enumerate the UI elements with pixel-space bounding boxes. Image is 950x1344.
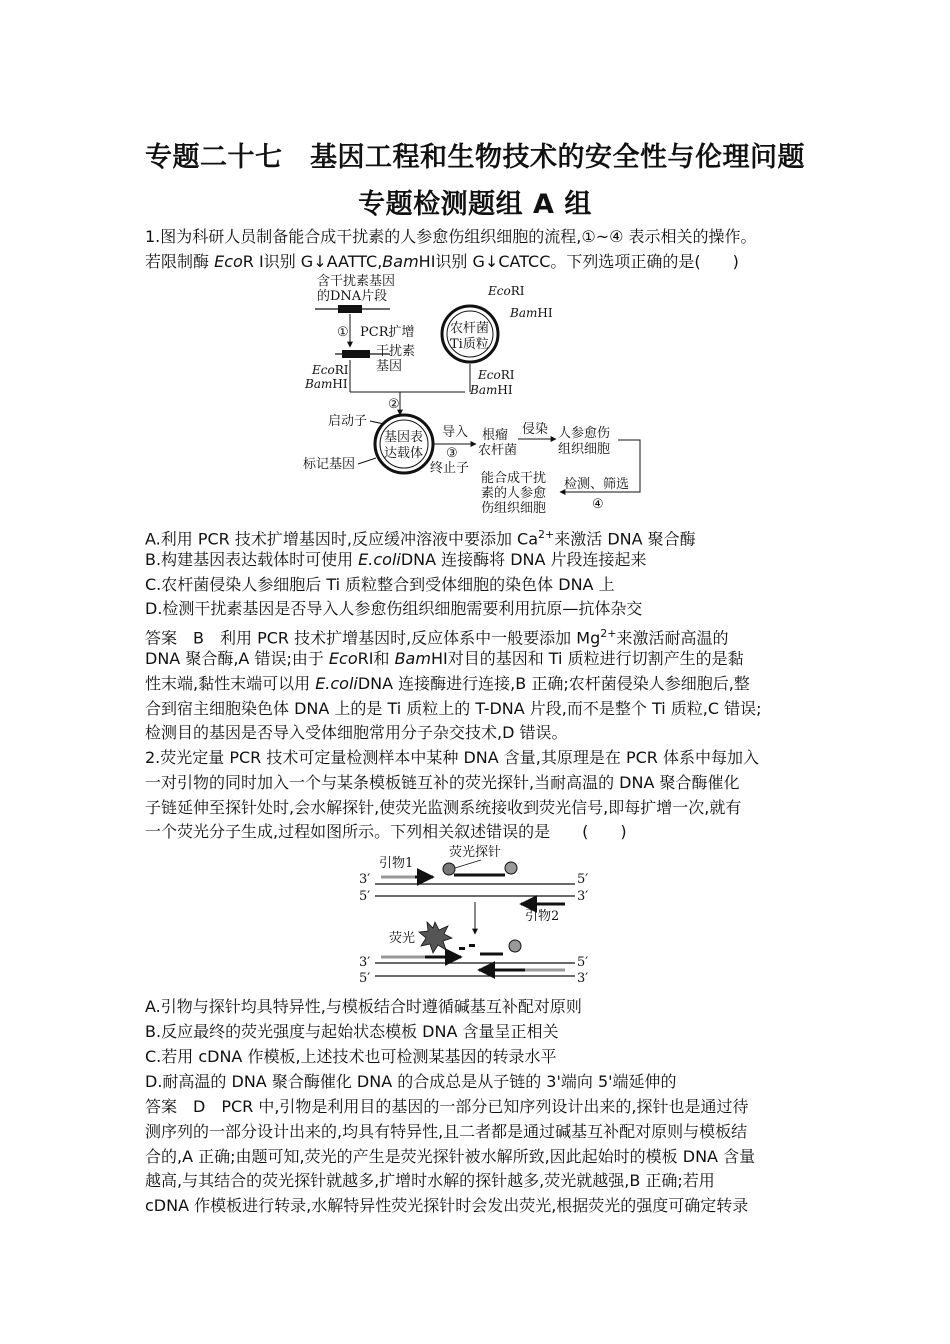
q1-answer-line (145, 647, 810, 671)
ifn-gene-label: 基因 (376, 359, 403, 374)
end-label: 3′ (359, 872, 371, 887)
callus-cell-label: 组织细胞 (558, 442, 611, 457)
callus-cell-label: 人参愈伤 (558, 426, 611, 441)
text-run: HⅠ对目的基因和 Ti 质粒进行切割产生的是黏 (430, 649, 744, 668)
expression-vector-label: 达载体 (384, 446, 424, 461)
text-run: 性末端,黏性末端可以用 (145, 674, 316, 693)
fluorescence-label: 荧光 (389, 931, 416, 946)
text-run: Bam (510, 306, 538, 320)
q1-answer-line: 检测目的基因是否导入受体细胞常用分子杂交技术,D 错误。 (145, 723, 568, 742)
pointer-line (370, 421, 384, 424)
q1-stem-line2 (145, 250, 810, 274)
final-cell-label: 能合成干扰 (481, 471, 547, 486)
text-run: 来激活耐高温的 (616, 628, 729, 648)
quencher-dot (505, 862, 517, 874)
q2-option-d: D.耐高温的 DNA 聚合酶催化 DNA 的合成总是从子链的 3'端向 5'端延伸的 (145, 1072, 677, 1091)
gene-fragment-label: 含干扰素基因 (317, 274, 396, 289)
text-run: RⅠ (510, 284, 525, 298)
end-label: 5′ (359, 889, 371, 904)
ti-plasmid-label: 农杆菌 (450, 321, 490, 336)
page-subtitle: 专题检测题组 A 组 (358, 189, 592, 220)
text-run: Bam (305, 377, 333, 391)
agrobacterium-label: 农杆菌 (478, 443, 518, 458)
step-2-label: ② (388, 397, 400, 412)
text-run: 答案 B 利用 PCR 技术扩增基因时,反应体系中一般要添加 Mg (145, 628, 601, 648)
text-run: DNA 连接酶将 DNA 片段连接起来 (400, 550, 647, 569)
ti-plasmid-label: Ti质粒 (450, 337, 489, 352)
expression-vector-label: 基因表 (384, 430, 424, 445)
page-title: 专题二十七 基因工程和生物技术的安全性与伦理问题 (145, 142, 805, 173)
pointer-line (455, 860, 481, 868)
end-label: 5′ (577, 872, 589, 887)
ifn-gene-label: 干扰素 (376, 344, 416, 359)
step-1-label: ① (337, 325, 349, 340)
promoter-label: 启动子 (328, 414, 368, 429)
q1-answer-line (145, 672, 810, 696)
terminator-label: 终止子 (430, 461, 470, 476)
q2-answer-line: cDNA 作模板进行转录,水解特异性荧光探针时会发出荧光,根据荧光的强度可确定转录 (145, 1196, 749, 1215)
amplified-gene-segment (342, 350, 370, 358)
q2-answer-line: 答案 D PCR 中,引物是利用目的基因的一部分已知序列设计出来的,探针也是通过待 (145, 1097, 749, 1116)
q2-answer-line: 合的,A 正确;由题可知,荧光的产生是荧光探针被水解所致,因此起始时的模板 DNA 含量 (145, 1147, 756, 1166)
fluorophore-dot (443, 863, 455, 875)
probe-label: 荧光探针 (449, 845, 502, 860)
q2-option-c: C.若用 cDNA 作模板,上述技术也可检测某基因的转录水平 (145, 1047, 557, 1066)
text-run: Bam (382, 252, 419, 271)
end-label: 3′ (359, 955, 371, 970)
q2-option-b: B.反应最终的荧光强度与起始状态模板 DNA 含量呈正相关 (145, 1022, 559, 1041)
final-cell-label: 素的人参愈 (481, 486, 547, 501)
text-run: 2+ (538, 528, 555, 541)
text-run: HⅠ识别 G↓CATCC。下列选项正确的是( ) (418, 252, 739, 271)
ecori-label-right (477, 368, 515, 382)
q2-stem-line: 一个荧光分子生成,过程如图所示。下列相关叙述错误的是 ( ) (145, 822, 627, 841)
primer1-label: 引物1 (379, 856, 414, 871)
text-run: R Ⅰ识别 G↓AATTC, (242, 252, 383, 271)
q2-pcr-diagram (355, 842, 595, 992)
import-label: 导入 (442, 425, 469, 440)
text-run: A.利用 PCR 技术扩增基因时,反应缓冲溶液中要添加 Ca (145, 529, 539, 549)
ecori-label-left (311, 363, 349, 377)
probe-fragment (459, 947, 465, 950)
text-run: E.coli (315, 674, 358, 693)
text-run: DNA 连接酶进行连接,B 正确;农杆菌侵染人参细胞后,整 (357, 674, 750, 693)
text-run: 若限制酶 (145, 252, 215, 271)
text-run: HⅠ (537, 306, 553, 320)
primer2-label: 引物2 (525, 909, 560, 924)
text-run: DNA 聚合酶,A 错误;由于 (145, 649, 329, 668)
text-run: HⅠ (497, 383, 513, 397)
infect-label: 侵染 (522, 422, 549, 437)
fluorescence-burst-icon (419, 922, 452, 953)
ecori-label-top (487, 284, 525, 298)
pointer-line (358, 458, 376, 464)
bamhi-label-left (304, 377, 348, 391)
text-run: Eco (328, 649, 358, 668)
final-cell-label: 伤组织细胞 (481, 501, 547, 516)
text-run: B.构建基因表达载体时可使用 (145, 550, 359, 569)
end-label: 5′ (577, 955, 589, 970)
marker-gene-label: 标记基因 (303, 457, 356, 472)
text-run: RⅠ (334, 363, 349, 377)
q1-answer-line: 合到宿主细胞染色体 DNA 上的是 Ti 质粒上的 T-DNA 片段,而不是整个 Ti 质粒,C 错误; (145, 699, 762, 718)
text-run: Eco (478, 368, 501, 382)
text-run: 2+ (600, 627, 617, 640)
q2-answer-line: 测序列的一部分设计出来的,均具有特异性,且二者都是通过碱基互补配对原则与模板结 (145, 1122, 748, 1141)
text-run: Bam (470, 383, 498, 397)
q2-stem-line: 2.荧光定量 PCR 技术可定量检测样本中某种 DNA 含量,其原理是在 PCR 体系中每加入 (145, 748, 759, 767)
q2-answer-line: 越高,与其结合的荧光探针就越多,扩增时水解的探针越多,荧光就越强,B 正确;若用 (145, 1171, 715, 1190)
end-label: 3′ (577, 971, 589, 986)
q1-stem-line1: 1.图为科研人员制备能合成干扰素的人参愈伤组织细胞的流程,①~④ 表示相关的操作。 (145, 227, 757, 246)
quencher-dot (509, 940, 521, 952)
bamhi-label-right (469, 383, 513, 397)
text-run: Eco (488, 284, 511, 298)
q1-option-d: D.检测干扰素基因是否导入人参愈伤组织细胞需要利用抗原—抗体杂交 (145, 599, 643, 618)
probe-fragment (469, 944, 475, 947)
step-3-label: ③ (446, 446, 458, 461)
text-run: RⅠ (500, 368, 515, 382)
text-run: 来激活 DNA 聚合酶 (554, 529, 696, 549)
text-run: Eco (214, 252, 243, 271)
q1-option-c: C.农杆菌侵染人参细胞后 Ti 质粒整合到受体细胞的染色体 DNA 上 (145, 575, 615, 594)
pcr-label: PCR扩增 (360, 325, 415, 340)
text-run: E.coli (358, 550, 401, 569)
gene-fragment-label: 的DNA片段 (317, 289, 388, 304)
end-label: 3′ (577, 889, 589, 904)
step-4-label: ④ (592, 497, 604, 512)
bamhi-label-top (509, 306, 553, 320)
text-run: RⅠ和 (357, 649, 395, 668)
text-run: HⅠ (332, 377, 348, 391)
text-run: Eco (312, 363, 335, 377)
screen-label: 检测、筛选 (564, 477, 630, 492)
target-gene-segment (338, 305, 362, 313)
q1-flow-diagram (300, 272, 660, 522)
q2-option-a: A.引物与探针均具特异性,与模板结合时遵循碱基互补配对原则 (145, 997, 582, 1016)
q2-stem-line: 一对引物的同时加入一个与某条模板链互补的荧光探针,当耐高温的 DNA 聚合酶催化 (145, 773, 740, 792)
end-label: 5′ (359, 971, 371, 986)
text-run: Bam (394, 649, 431, 668)
q2-stem-line: 子链延伸至探针处时,会水解探针,使荧光监测系统接收到荧光信号,即每扩增一次,就有 (145, 798, 742, 817)
q1-option-b (145, 548, 810, 572)
agrobacterium-label: 根瘤 (482, 428, 509, 443)
